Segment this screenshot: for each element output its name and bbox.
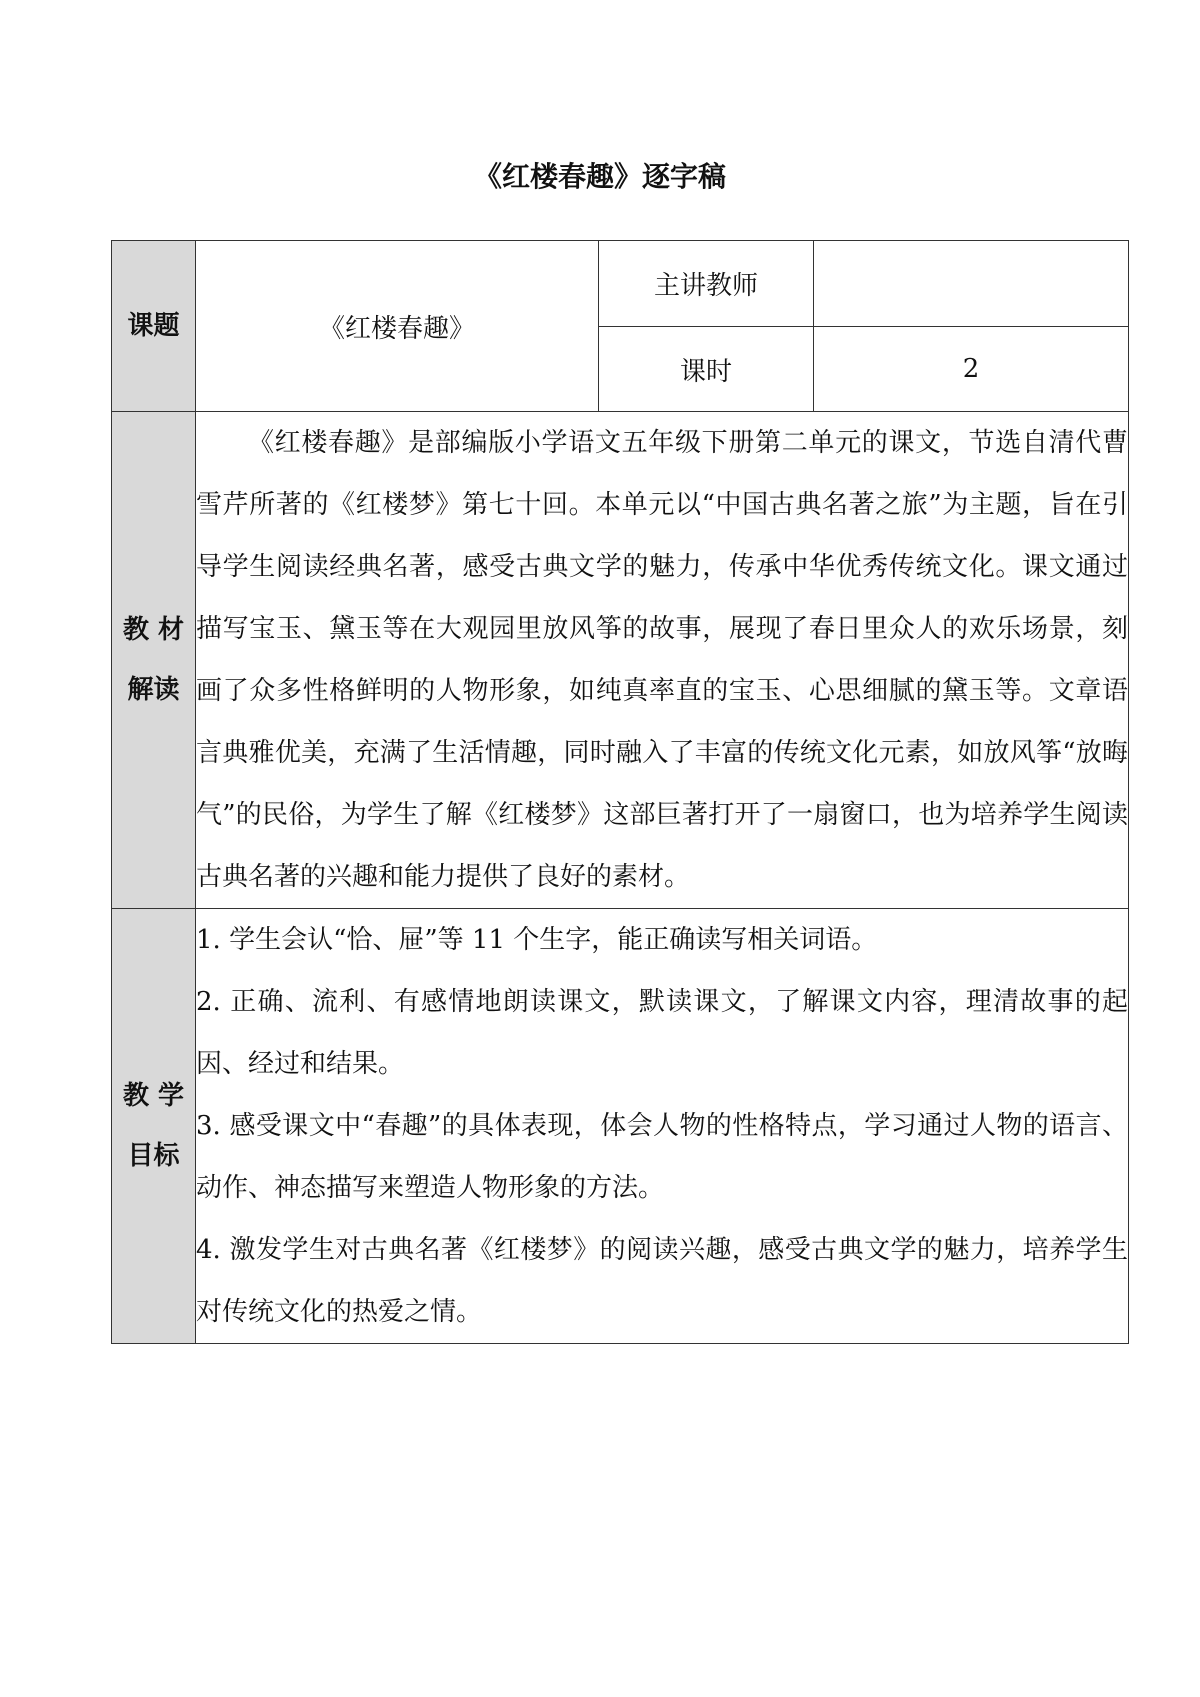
hours-value-cell — [814, 327, 1129, 412]
teacher-label-cell — [599, 241, 814, 327]
material-text: 《红楼春趣》是部编版小学语文五年级下册第二单元的课文，节选自清代曹雪芹所著的《红楼梦》第七十回。本单元以“中国古典名著之旅”为主题，旨在引导学生阅读经典名著，感受古典文学的魅力，传承中华优秀传统文化。课文通过描写宝玉、黛玉等在大观园里放风筝的故事，展现了春日里众人的欢乐场景，刻画了众多性格鲜明的人物形象，如纯真率直的宝玉、心思细腻的黛玉等。文章语言典雅优美，充满了生活情趣，同时融入了丰富的传统文化元素，如放风筝“放晦气”的民俗，为学生了解《红楼梦》这部巨著打开了一扇窗口，也为培养学生阅读古典名著的兴趣和能力提供了良好的素材。 — [196, 428, 1128, 892]
material-label-line2: 解读 — [127, 675, 180, 705]
topic-label: 课题 — [127, 311, 180, 341]
goals-label-line1: 教 学 — [122, 1081, 185, 1111]
material-row — [112, 412, 1129, 909]
goal-item-4: 4. 激发学生对古典名著《红楼梦》的阅读兴趣，感受古典文学的魅力，培养学生对传统文化的热爱之情。 — [196, 1235, 1128, 1327]
topic-row — [112, 241, 1129, 327]
topic-value-cell — [196, 241, 599, 412]
goals-label-cell — [112, 909, 196, 1344]
lesson-plan-table — [111, 240, 1129, 1344]
teacher-value-cell — [814, 241, 1129, 327]
teacher-label: 主讲教师 — [653, 271, 758, 301]
topic-label-cell — [112, 241, 196, 412]
topic-value: 《红楼春趣》 — [318, 313, 475, 344]
hours-value: 2 — [962, 354, 980, 384]
goals-cell — [196, 909, 1129, 1344]
goal-item-3: 3. 感受课文中“春趣”的具体表现，体会人物的性格特点，学习通过人物的语言、动作、神态描写来塑造人物形象的方法。 — [196, 1111, 1128, 1203]
hours-label: 课时 — [679, 356, 732, 387]
goal-item-1: 1. 学生会认“恰、屉”等 11 个生字，能正确读写相关词语。 — [196, 925, 878, 955]
material-text-cell — [196, 412, 1129, 909]
goals-label-line2: 目标 — [127, 1141, 180, 1171]
page-title: 《红楼春趣》逐字稿 — [473, 160, 726, 193]
material-label-cell — [112, 412, 196, 909]
goals-row — [112, 909, 1129, 1344]
goal-item-2: 2. 正确、流利、有感情地朗读课文，默读课文，了解课文内容，理清故事的起因、经过和结果。 — [196, 987, 1128, 1079]
hours-label-cell — [599, 327, 814, 412]
material-label-line1: 教 材 — [122, 615, 185, 645]
